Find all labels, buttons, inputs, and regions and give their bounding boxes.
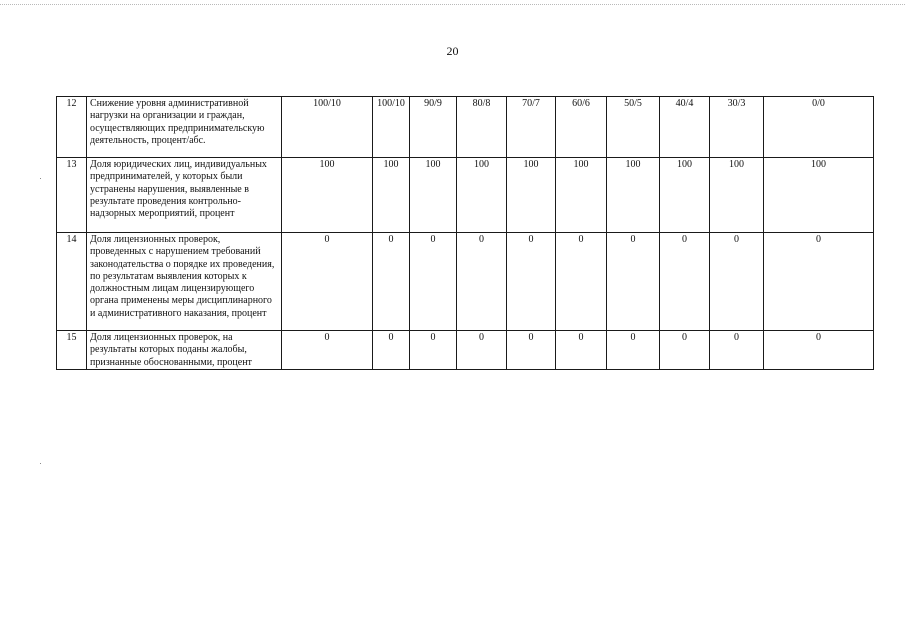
value-cell: 0: [410, 331, 457, 370]
row-number: 12: [57, 97, 87, 158]
indicator-name: Доля юридических лиц, индивидуальных предпринимателей, у которых были устранены нарушения, выявленные в результате проведения контрольно-надзорных мероприятий, процент: [87, 158, 282, 233]
value-cell: 70/7: [507, 97, 556, 158]
value-cell: 0: [410, 233, 457, 331]
table-row: [57, 158, 874, 233]
value-cell: 100: [373, 158, 410, 233]
value-cell: 100: [607, 158, 660, 233]
table-row: [57, 97, 874, 158]
indicator-name: Доля лицензионных проверок, на результаты которых поданы жалобы, признанные обоснованными, процент: [87, 331, 282, 370]
page-number: 20: [446, 44, 459, 58]
value-cell: 0: [556, 331, 607, 370]
value-cell: 0: [710, 331, 764, 370]
value-cell: 100: [660, 158, 710, 233]
value-cell: 100: [507, 158, 556, 233]
value-cell: 0: [607, 331, 660, 370]
value-cell: 0: [507, 233, 556, 331]
indicator-name: Доля лицензионных проверок, проведенных с нарушением требований законодательства о порядке их проведения, по результатам выявления которых к должностным лицам лицензирующего органа применены меры дисциплинарного и административного наказания, процент: [87, 233, 282, 331]
row-number: 14: [57, 233, 87, 331]
value-cell: 0: [660, 233, 710, 331]
value-cell: 0: [607, 233, 660, 331]
value-cell: 0: [373, 233, 410, 331]
value-cell: 100: [556, 158, 607, 233]
row-number: 13: [57, 158, 87, 233]
indicator-name: Снижение уровня административной нагрузки на организации и граждан, осуществляющих предпринимательскую деятельность, процент/абс.: [87, 97, 282, 158]
value-cell: 0: [556, 233, 607, 331]
value-cell: 60/6: [556, 97, 607, 158]
value-cell: 30/3: [710, 97, 764, 158]
value-cell: 0: [764, 233, 874, 331]
value-cell: 100: [710, 158, 764, 233]
value-cell: 0: [282, 233, 373, 331]
value-cell: 0: [710, 233, 764, 331]
value-cell: 100/10: [282, 97, 373, 158]
table-row: [57, 331, 874, 370]
scan-speck: [40, 178, 41, 179]
value-cell: 80/8: [457, 97, 507, 158]
row-number: 15: [57, 331, 87, 370]
value-cell: 100: [410, 158, 457, 233]
value-cell: 50/5: [607, 97, 660, 158]
table-row: [57, 233, 874, 331]
value-cell: 0: [282, 331, 373, 370]
value-cell: 0: [373, 331, 410, 370]
value-cell: 0: [457, 331, 507, 370]
value-cell: 100: [764, 158, 874, 233]
value-cell: 0: [457, 233, 507, 331]
value-cell: 0/0: [764, 97, 874, 158]
value-cell: 0: [507, 331, 556, 370]
value-cell: 0: [660, 331, 710, 370]
value-cell: 100/10: [373, 97, 410, 158]
scan-speck: [40, 463, 41, 464]
scan-edge-line: [0, 4, 905, 5]
value-cell: 40/4: [660, 97, 710, 158]
value-cell: 90/9: [410, 97, 457, 158]
value-cell: 100: [282, 158, 373, 233]
indicators-table: [56, 96, 874, 370]
value-cell: 0: [764, 331, 874, 370]
value-cell: 100: [457, 158, 507, 233]
